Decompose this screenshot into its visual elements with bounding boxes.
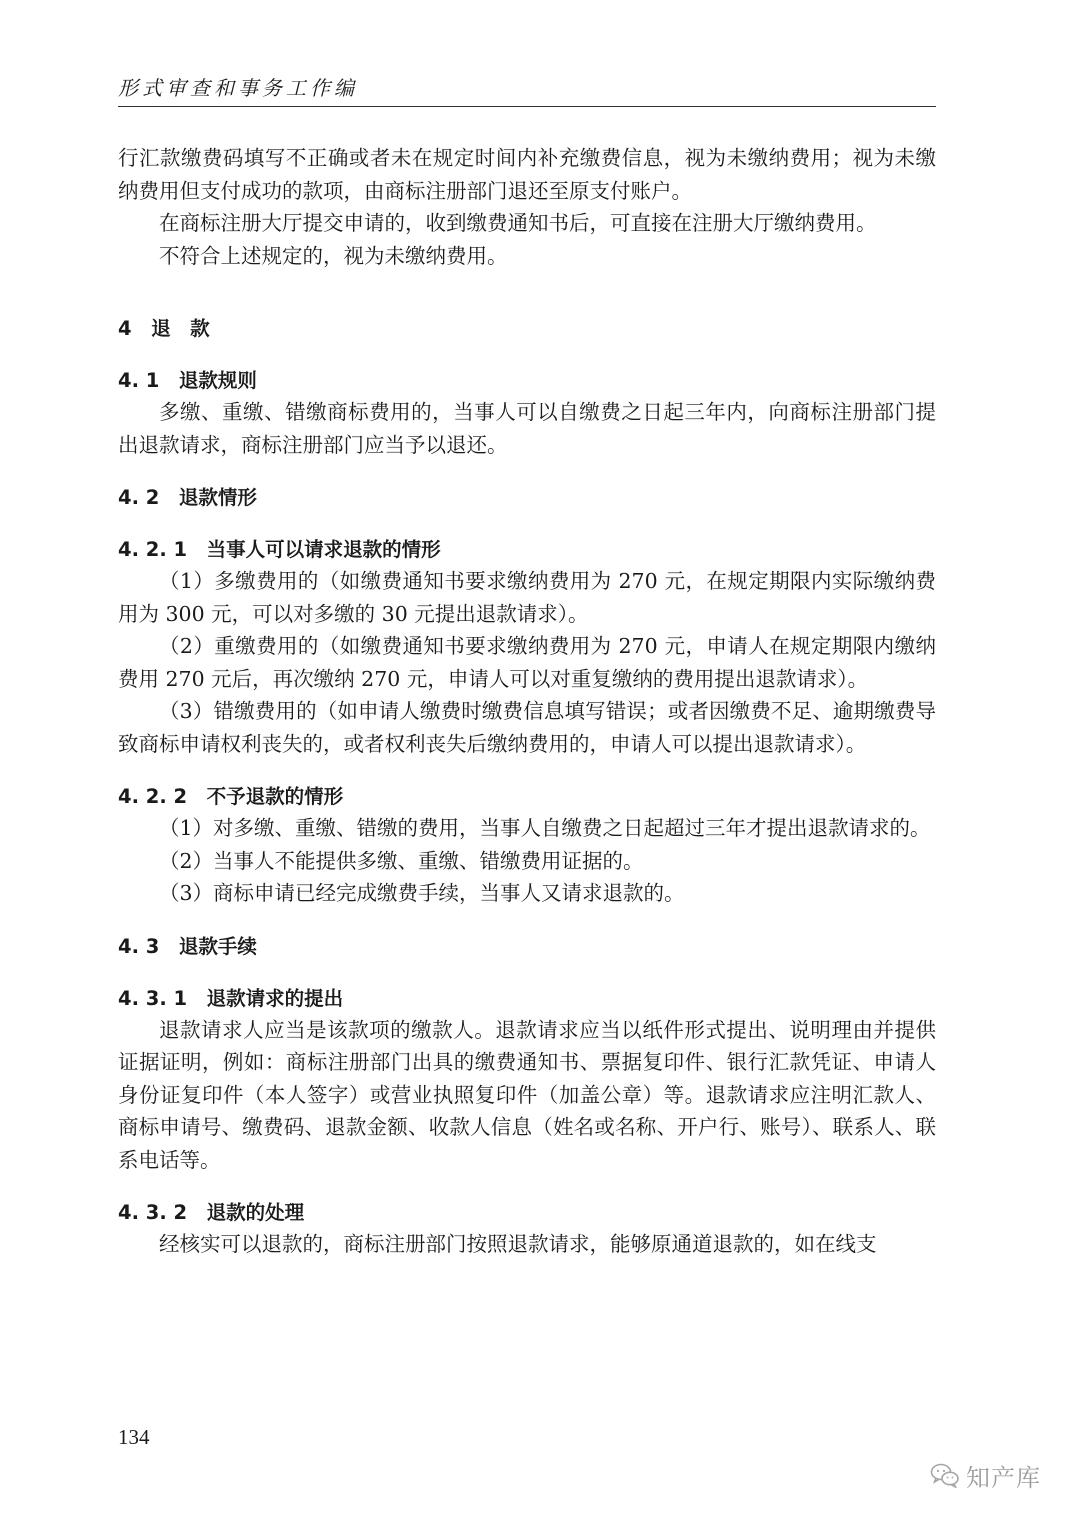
subsubsection-heading: 4. 2. 1 当事人可以请求退款的情形 (118, 538, 441, 561)
watermark (930, 1455, 1041, 1495)
page-body (118, 142, 936, 1261)
list-item: （2）重缴费用的（如缴费通知书要求缴纳费用为 270 元，申请人在规定期限内缴纳费用 270 元后，再次缴纳 270 元，申请人可以对重复缴纳的费用提出退款请求）。 (118, 634, 936, 691)
section-heading: 4 退 款 (118, 317, 210, 340)
list-item: （3）商标申请已经完成缴费手续，当事人又请求退款的。 (159, 881, 685, 905)
paragraph: 不符合上述规定的，视为未缴纳费用。 (159, 243, 508, 268)
wechat-icon (930, 1462, 960, 1488)
paragraph: 行汇款缴费码填写不正确或者未在规定时间内补充缴费信息，视为未缴纳费用；视为未缴纳费用但支付成功的款项，由商标注册部门退还至原支付账户。 (118, 146, 936, 203)
list-item: （3）错缴费用的（如申请人缴费时缴费信息填写错误；或者因缴费不足、逾期缴费导致商标申请权利丧失的，或者权利丧失后缴纳费用的，申请人可以提出退款请求）。 (118, 699, 936, 756)
subsection-heading: 4. 3 退款手续 (118, 934, 257, 958)
list-item: （1）多缴费用的（如缴费通知书要求缴纳费用为 270 元，在规定期限内实际缴纳费用为 300 元，可以对多缴的 30 元提出退款请求）。 (118, 569, 936, 626)
subsection-heading: 4. 2 退款情形 (118, 486, 257, 509)
paragraph: 经核实可以退款的，商标注册部门按照退款请求，能够原通道退款的，如在线支 (159, 1232, 877, 1256)
page-number: 134 (118, 1425, 150, 1449)
subsection-heading: 4. 1 退款规则 (118, 369, 257, 392)
list-item: （2）当事人不能提供多缴、重缴、错缴费用证据的。 (159, 848, 644, 873)
subsubsection-heading: 4. 3. 2 退款的处理 (118, 1201, 305, 1224)
paragraph: 在商标注册大厅提交申请的，收到缴费通知书后，可直接在注册大厅缴纳费用。 (159, 211, 877, 235)
subsubsection-heading: 4. 3. 1 退款请求的提出 (118, 986, 344, 1010)
list-item: （1）对多缴、重缴、错缴的费用，当事人自缴费之日起超过三年才提出退款请求的。 (159, 816, 931, 840)
watermark-text: 知产库 (966, 1463, 1041, 1492)
subsubsection-heading: 4. 2. 2 不予退款的情形 (118, 785, 344, 808)
header-title: 形式审查和事务工作编 (118, 76, 358, 100)
running-header (118, 70, 936, 107)
paragraph: 多缴、重缴、错缴商标费用的，当事人可以自缴费之日起三年内，向商标注册部门提出退款请求，商标注册部门应当予以退还。 (118, 400, 936, 457)
paragraph: 退款请求人应当是该款项的缴款人。退款请求应当以纸件形式提出、说明理由并提供证据证明，例如：商标注册部门出具的缴费通知书、票据复印件、银行汇款凭证、申请人身份证复印件（本人签字）或营业执照复印件（加盖公章）等。退款请求应注明汇款人、商标申请号、缴费码、退款金额、收款人信息（姓名或名称、开户行、账号）、联系人、联系电话等。 (118, 1017, 936, 1172)
